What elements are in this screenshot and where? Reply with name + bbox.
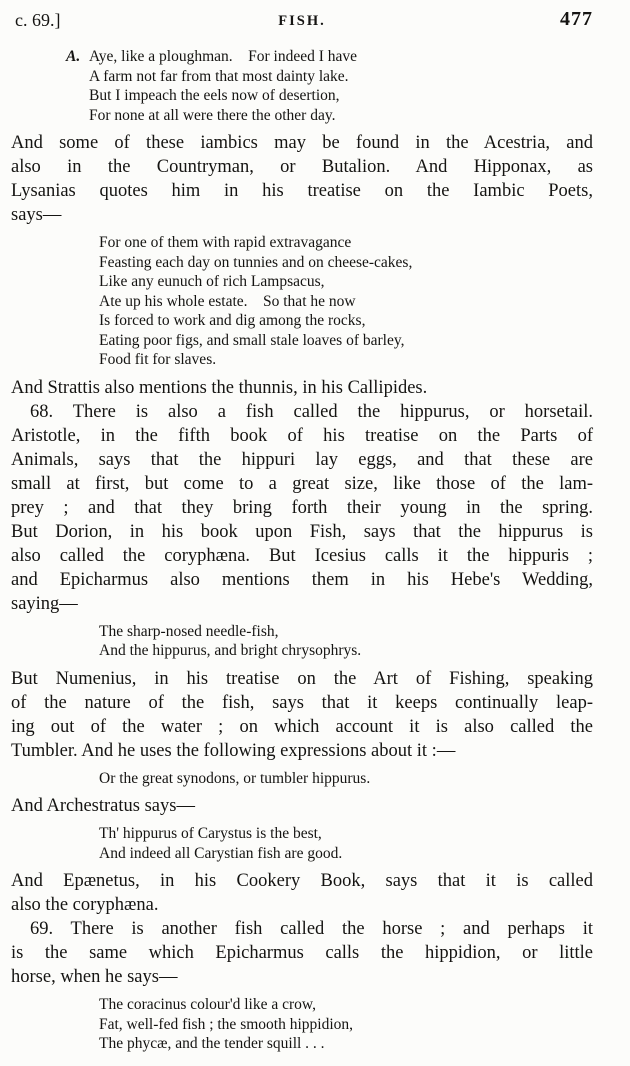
verse-line: The coracinus colour'd like a crow, [99,996,316,1013]
verse-line: But I impeach the eels now of desertion, [89,87,340,104]
verse-line: Fat, well-fed fish ; the smooth hippidion, [99,1015,354,1033]
paragraph-line: 69. There is another fish called the horse ; and perhaps it [30,919,593,939]
page-number: 477 [560,8,593,30]
paragraph-line: also called the coryphæna. But Icesius calls it the hippuris ; [11,545,593,566]
paragraph [11,794,593,818]
verse-line: A farm not far from that most dainty lake. [89,67,349,85]
paragraph-line: is the same which Epicharmus calls the hippidion, or little [11,943,593,963]
verse-block [99,233,593,370]
verse-line: For one of them with rapid extravagance [99,234,352,251]
paragraph-line: of the nature of the fish, says that it keeps continually leap- [11,692,593,713]
paragraph-line: and Epicharmus also mentions them in his Hebe's Wedding, [11,569,593,590]
paragraph-line: Animals, says that the hippuri lay eggs, and that these are [11,449,593,470]
paragraph-line: Tumbler. And he uses the following expressions about it :— [11,740,456,761]
paragraph-line: says— [11,205,62,225]
paragraph-line: ing out of the water ; on which account it is also called the [11,716,593,737]
verse-line: Ate up his whole estate. So that he now [99,292,356,310]
verse-block [99,995,593,1054]
verse-line: Or the great synodons, or tumbler hippurus. [99,769,371,787]
verse-line: Is forced to work and dig among the rocks, [99,312,366,329]
paragraph-line: 68. There is also a fish called the hippurus, or horsetail. [30,401,593,422]
paragraph-line: And some of these iambics may be found in the Acestria, and [11,133,593,153]
verse-line: Feasting each day on tunnies and on cheese-cakes, [99,253,413,271]
paragraph-line: Aristotle, in the fifth book of his treatise on the Parts of [11,425,593,446]
verse-line: Th' hippurus of Carystus is the best, [99,825,322,842]
verse-text: Aye, like a ploughman. For indeed I have [89,48,358,65]
running-header [11,8,593,32]
paragraph [11,400,593,616]
verse-line: For none at all were there the other day. [89,106,336,124]
verse-block [99,769,593,789]
chapter-marker: c. 69.] [15,10,61,30]
verse-block [66,47,593,125]
paragraph-line: And Archestratus says— [11,796,195,816]
paragraph-line: horse, when he says— [11,967,178,987]
paragraph [11,917,593,989]
paragraph-line: small at first, but come to a great size, like those of the lam- [11,473,593,494]
paragraph [11,376,593,400]
verse-block [99,622,593,661]
speaker-label: A. [66,48,81,65]
verse-line: Like any eunuch of rich Lampsacus, [99,273,325,290]
paragraph-line: prey ; and that they bring forth their young in the spring. [11,497,593,518]
verse-line [66,47,593,67]
paragraph [11,869,593,917]
paragraph [11,131,593,227]
paragraph-line: Lysanias quotes him in his treatise on the Iambic Poets, [11,181,593,201]
paragraph-line: also in the Countryman, or Butalion. And Hipponax, as [11,157,593,177]
verse-line: The sharp-nosed needle-fish, [99,622,279,640]
verse-line: And indeed all Carystian fish are good. [99,844,343,862]
verse-line: The phycæ, and the tender squill . . . [99,1035,325,1052]
verse-block [99,824,593,863]
verse-line: Eating poor figs, and small stale loaves of barley, [99,331,405,349]
verse-line: And the hippurus, and bright chrysophrys. [99,642,362,659]
paragraph-line: And Epænetus, in his Cookery Book, says that it is called [11,871,593,891]
paragraph-line: And Strattis also mentions the thunnis, in his Callipides. [11,377,428,398]
paragraph-line: saying— [11,593,78,614]
paragraph-line: But Numenius, in his treatise on the Art of Fishing, speaking [11,668,593,689]
running-title: FISH. [278,13,326,29]
paragraph [11,667,593,763]
paragraph-line: But Dorion, in his book upon Fish, says that the hippurus is [11,521,593,542]
paragraph-line: also the coryphæna. [11,895,159,915]
verse-line: Food fit for slaves. [99,351,217,368]
